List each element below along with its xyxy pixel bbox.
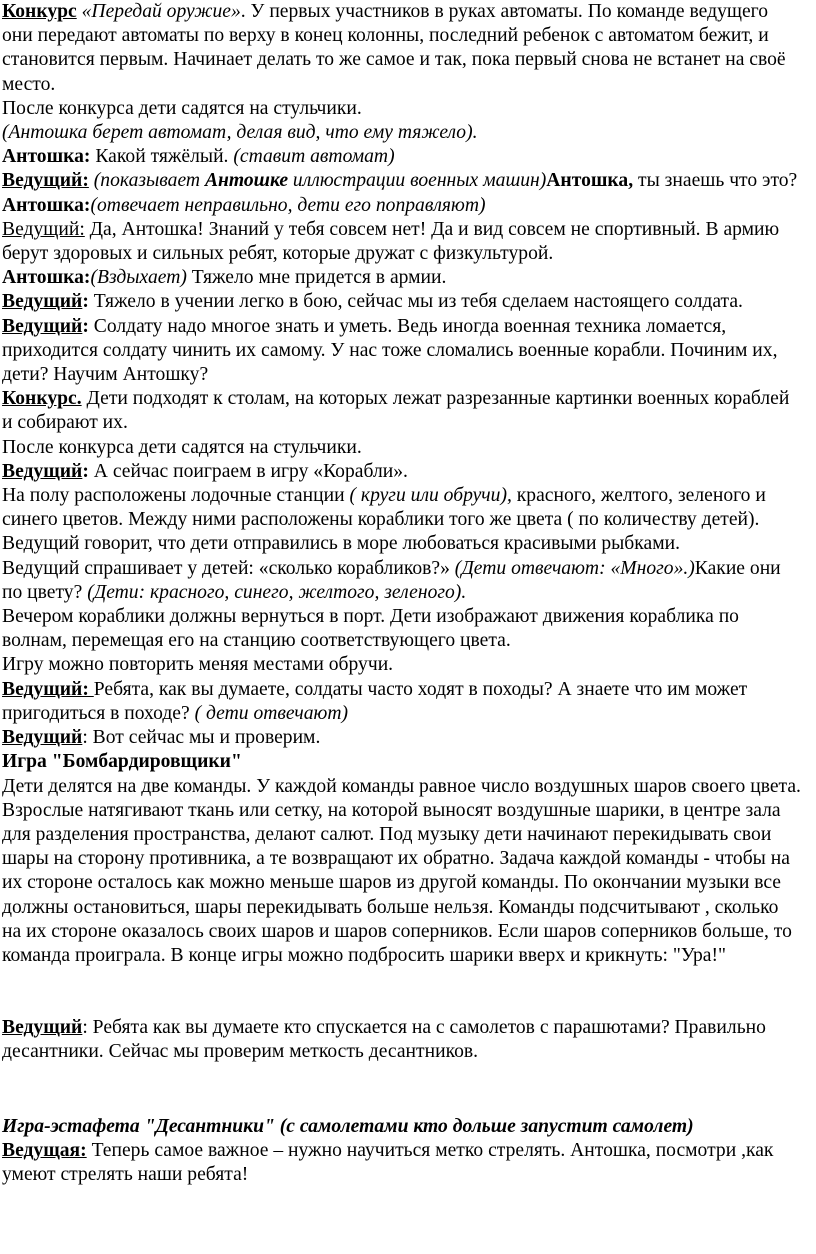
contest-label: Конкурс xyxy=(2,1,77,22)
dialogue-text: Ребята, как вы думаете, солдаты часто ходят в походы? А знаете что им может пригодиться в походе? xyxy=(2,678,748,724)
contest-title: «Передай оружие» xyxy=(76,1,241,22)
paragraph-contest-pass-weapon xyxy=(2,0,802,97)
speaker-antoshka: Антошка: xyxy=(2,194,91,216)
addressee-name: Антошка, xyxy=(546,170,634,192)
dialogue-line xyxy=(2,145,802,169)
dialogue-text: Какой тяжёлый. xyxy=(90,146,234,168)
dialogue-line xyxy=(2,315,802,388)
speaker-hostess: Ведущая: xyxy=(2,1139,87,1161)
paragraph-game-rules: Дети делятся на две команды. У каждой команды равное число воздушных шаров своего цвета. Взрослые натягивают ткань или сетку, на которой выносят воздушные шарики, в центре зала для разделения пространства, делают салют. Под музыку дети начинают перекидывать свои шары на сторону противника, а те возвращают их обратно. Задача каждой команды - чтобы на их стороне осталось как можно меньше шаров из другой команды. По окончании музыки все должны остановиться, шары перекидывать больше нельзя. Команды подсчитывают , сколько на их стороне оказалось своих шаров и шаров соперников. Если шаров соперников больше, то команда проиграла. В конце игры можно подбросить шарики вверх и крикнуть: "Ура!" xyxy=(2,775,801,966)
speaker-host: Ведущий: xyxy=(2,170,89,192)
speaker-host: Ведущий xyxy=(2,1017,83,1039)
stage-remark: иллюстрации военных машин) xyxy=(288,170,547,192)
paragraph-after-contest: После конкурса дети садятся на стульчики. xyxy=(2,97,362,119)
dialogue-line xyxy=(2,194,802,218)
paragraph-game-text: Ведущий говорит, что дети отправились в море любоваться красивыми рыбками. xyxy=(2,533,680,555)
paragraph-after-contest: После конкурса дети садятся на стульчики. xyxy=(2,436,362,458)
dialogue-text: Да, Антошка! Знаний у тебя совсем нет! Да и вид совсем не спортивный. В армию берут здоровых и сильных ребят, которые дружат с физкультурой. xyxy=(2,218,780,265)
speaker-host: Ведущий: xyxy=(2,218,85,240)
dialogue-line xyxy=(2,290,802,314)
game-heading-paratroopers: Игра-эстафета "Десантники" (с самолетами кто дольше запустит самолет) xyxy=(2,1115,694,1137)
speaker-host: Ведущий: xyxy=(2,678,94,700)
dialogue-line xyxy=(2,266,802,290)
speaker-antoshka: Антошка: xyxy=(2,146,91,168)
stage-remark: (Дети: красного, синего, желтого, зеленого). xyxy=(87,581,467,603)
body-text: На полу расположены лодочные станции xyxy=(2,485,350,507)
contest-text: Дети подходят к столам, на которых лежат разрезанные картинки военных кораблей и собирают их. xyxy=(2,388,790,434)
stage-remark: (ставит автомат) xyxy=(233,146,395,168)
body-text: красного, желтого, зеленого и синего цветов. Между ними расположены кораблики того же цвета ( по количеству детей). xyxy=(2,485,766,531)
dialogue-text: ты знаешь что это? xyxy=(633,170,798,192)
dialogue-text: А сейчас поиграем в игру «Корабли». xyxy=(88,460,408,482)
speaker-colon: : xyxy=(82,460,89,482)
blank-space xyxy=(2,968,802,1016)
speaker-host: Ведущий xyxy=(2,315,83,337)
speaker-host: Ведущий xyxy=(2,291,83,313)
speaker-host: Ведущий xyxy=(2,460,83,482)
paragraph-contest-ships xyxy=(2,387,802,435)
dialogue-line xyxy=(2,726,802,750)
dialogue-text: Солдату надо многое знать и уметь. Ведь иногда военная техника ломается, приходится солдату чинить их самому. У нас тоже сломались военные корабли. Починим их, дети? Научим Антошку? xyxy=(2,315,778,386)
stage-remark: ( дети отвечают) xyxy=(194,702,348,724)
dialogue-line xyxy=(2,218,802,266)
game-heading-bombers: Игра "Бомбардировщики" xyxy=(2,751,242,773)
paragraph-game-text: Вечером кораблики должны вернуться в порт. Дети изображают движения кораблика по волнам, перемещая его на станцию соответствующего цвета. xyxy=(2,606,739,652)
paragraph-game-setup xyxy=(2,484,802,532)
stage-remark: (отвечает неправильно, дети его поправляют) xyxy=(90,194,486,216)
paragraph-game-text xyxy=(2,557,802,605)
contest-label: Конкурс. xyxy=(2,388,82,410)
dialogue-text: : Ребята как вы думаете кто спускается на с самолетов с парашютами? Правильно десантники. Сейчас мы проверим меткость десантников. xyxy=(2,1017,766,1063)
contest-text: . У первых участников в руках автоматы. По команде ведущего они передают автоматы по верху в конец колонны, последний ребенок с автоматом бежит, и становится первым. Начинает делать то же самое и так, пока первый снова не встанет на своё место. xyxy=(2,1,786,95)
dialogue-line xyxy=(2,1016,802,1064)
stage-remark: (Вздыхает) xyxy=(90,267,187,289)
dialogue-line xyxy=(2,460,802,484)
dialogue-text: Тяжело в учении легко в бою, сейчас мы из тебя сделаем настоящего солдата. xyxy=(88,291,743,313)
blank-space xyxy=(2,1065,802,1115)
stage-direction: (Антошка берет автомат, делая вид, что ему тяжело). xyxy=(2,122,478,144)
dialogue-text: : Вот сейчас мы и проверим. xyxy=(82,727,321,749)
dialogue-line xyxy=(2,678,802,726)
stage-remark-name: Антошке xyxy=(204,170,289,192)
stage-remark: ( круги или обручи), xyxy=(349,485,512,507)
body-text: Ведущий спрашивает у детей: «сколько корабликов?» xyxy=(2,557,455,579)
stage-remark: (показывает xyxy=(88,170,205,192)
speaker-host: Ведущий xyxy=(2,727,83,749)
speaker-colon: : xyxy=(82,291,89,313)
dialogue-text: Теперь самое важное – нужно научиться метко стрелять. Антошка, посмотри ,как умеют стрелять наши ребята! xyxy=(2,1139,774,1185)
dialogue-line xyxy=(2,1139,802,1187)
stage-remark: (Дети отвечают: «Много».) xyxy=(454,557,695,579)
body-text: Какие они по цвету? xyxy=(2,557,781,603)
speaker-antoshka: Антошка: xyxy=(2,267,91,289)
dialogue-line xyxy=(2,169,802,193)
paragraph-game-text: Игру можно повторить меняя местами обручи. xyxy=(2,654,394,676)
speaker-colon: : xyxy=(82,315,89,337)
dialogue-text: Тяжело мне придется в армии. xyxy=(186,267,447,289)
